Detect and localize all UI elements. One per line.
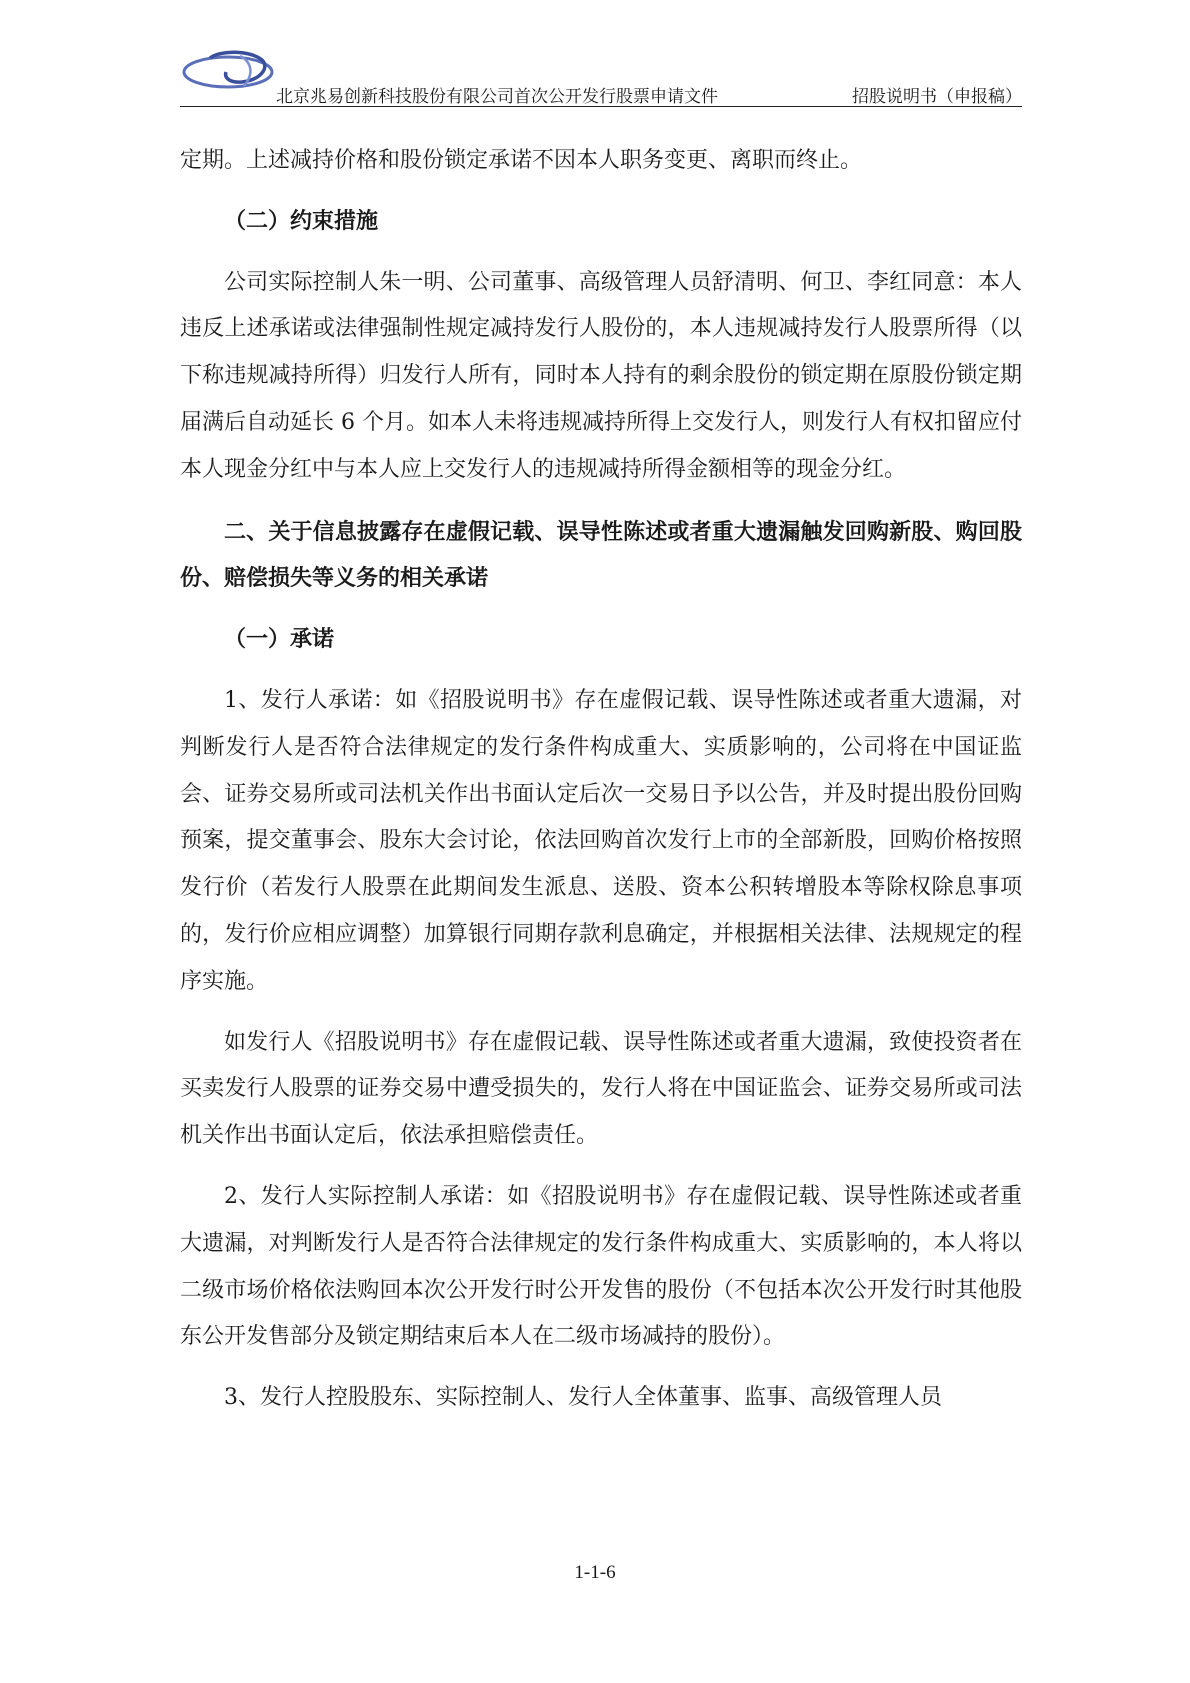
company-logo-icon [180,48,290,104]
paragraph-item-2: 2、发行人实际控制人承诺：如《招股说明书》存在虚假记载、误导性陈述或者重大遗漏，对判断发行人是否符合法律规定的发行条件构成重大、实质影响的，本人将以二级市场价格依法购回本次公开发行时公开发售的股份（不包括本次公开发行时其他股东公开发售部分及锁定期结束后本人在二级市场减持的股份）。 [180,1183,1022,1350]
header-company-name: 北京兆易创新科技股份有限公司首次公开发行股票申请文件 [276,87,718,107]
page-number: 1-1-6 [574,1562,616,1583]
heading-section-2: 二、关于信息披露存在虚假记载、误导性陈述或者重大遗漏触发回购新股、购回股份、赔偿损失等义务的相关承诺 [180,519,1022,592]
paragraph-constraints: 公司实际控制人朱一明、公司董事、高级管理人员舒清明、何卫、李红同意：本人违反上述承诺或法律强制性规定减持发行人股份的，本人违规减持发行人股票所得（以下称违规减持所得）归发行人所有，同时本人持有的剩余股份的锁定期在原股份锁定期届满后自动延长 6 个月。如本人未将违规减持所得上交发行人，则发行人有权扣留应付本人现金分红中与本人应上交发行人的违规减持所得金额相等的现金分红。 [180,269,1022,482]
header-rule [180,106,1022,107]
paragraph-item-3: 3、发行人控股股东、实际控制人、发行人全体董事、监事、高级管理人员 [224,1385,942,1411]
paragraph-continuation: 定期。上述减持价格和股份锁定承诺不因本人职务变更、离职而终止。 [180,148,863,173]
heading-commitment: （一）承诺 [224,627,335,653]
header-document-type: 招股说明书（申报稿） [852,87,1022,107]
paragraph-item-1b: 如发行人《招股说明书》存在虚假记载、误导性陈述或者重大遗漏，致使投资者在买卖发行人股票的证券交易中遭受损失的，发行人将在中国证监会、证券交易所或司法机关作出书面认定后，依法承担赔偿责任。 [180,1029,1022,1149]
document-body [180,138,1022,1422]
heading-constraints: （二）约束措施 [224,208,379,234]
paragraph-item-1: 1、发行人承诺：如《招股说明书》存在虚假记载、误导性陈述或者重大遗漏，对判断发行人是否符合法律规定的发行条件构成重大、实质影响的，公司将在中国证监会、证券交易所或司法机关作出书面认定后次一交易日予以公告，并及时提出股份回购预案，提交董事会、股东大会讨论，依法回购首次发行上市的全部新股，回购价格按照发行价（若发行人股票在此期间发生派息、送股、资本公积转增股本等除权除息事项的，发行价应相应调整）加算银行同期存款利息确定，并根据相关法律、法规规定的程序实施。 [180,687,1022,994]
page-header [180,48,1022,108]
